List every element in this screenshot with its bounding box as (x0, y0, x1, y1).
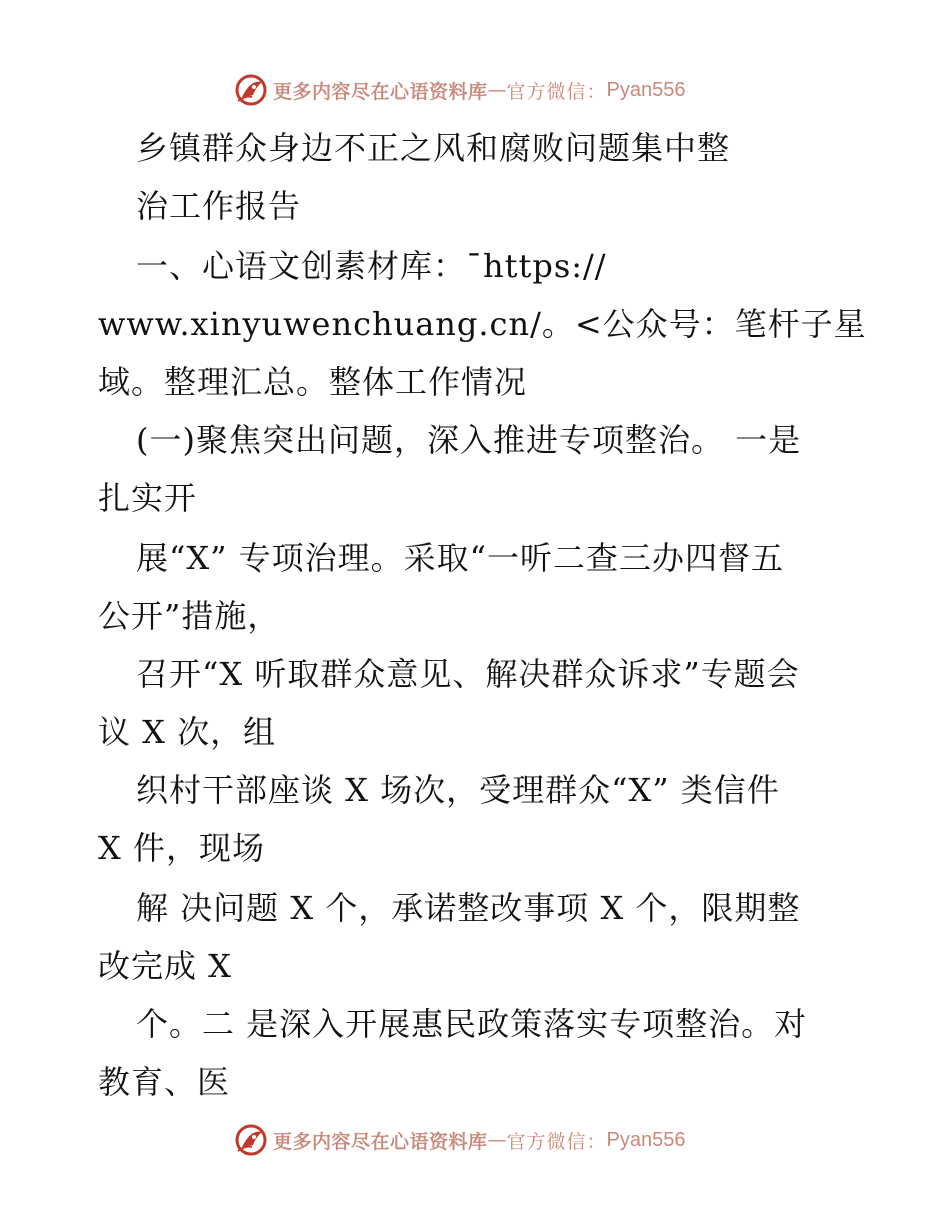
watermark-wechat-id: Pyan556 (606, 78, 686, 101)
paragraph-line: X 件，现场 (98, 829, 265, 867)
header-watermark (234, 73, 686, 107)
watermark-main-text: 更多内容尽在心语资料库 (273, 1130, 488, 1153)
watermark-dash: — (487, 79, 507, 101)
paragraph-line: 改完成 X (98, 947, 232, 985)
paragraph-line: 个。二 是深入开展惠民政策落实专项整治。对 (136, 1005, 808, 1043)
watermark-main-text: 更多内容尽在心语资料库 (273, 80, 488, 103)
paragraph-line: 召开“X 听取群众意见、解决群众诉求”专题会 (136, 655, 800, 693)
paragraph-line: 解 决问题 X 个，承诺整改事项 X 个，限期整 (136, 889, 801, 927)
pen-nib-logo-icon (234, 1123, 268, 1157)
paragraph-line: 议 X 次，组 (98, 713, 277, 751)
watermark-wechat-label: 官方微信： (506, 80, 607, 103)
title-line-1: 乡镇群众身边不正之风和腐败问题集中整 (136, 129, 731, 167)
watermark-wechat-label: 官方微信： (506, 1130, 607, 1153)
paragraph-line: 公开”措施， (98, 597, 281, 635)
paragraph-line: (一)聚焦突出问题，深入推进专项整治。 一是 (136, 421, 802, 459)
pen-nib-logo-icon (234, 73, 268, 107)
footer-watermark (234, 1123, 686, 1157)
watermark-dash: — (487, 1129, 507, 1151)
paragraph-line: 展“X” 专项治理。采取“一听二查三办四督五 (136, 539, 785, 577)
paragraph-line: 织村干部座谈 X 场次，受理群众“X” 类信件 (136, 771, 780, 809)
section-heading-line-1: 一、心语文创素材库：¯https:// (136, 247, 607, 285)
paragraph-line: 扎实开 (98, 479, 198, 517)
section-heading-line-3: 域。整理汇总。整体工作情况 (98, 363, 528, 401)
title-line-2: 治工作报告 (136, 187, 302, 225)
section-heading-line-2: www.xinyuwenchuang.cn/。<公众号：笔杆子星 (98, 305, 867, 343)
paragraph-line: 教育、医 (98, 1063, 231, 1101)
watermark-wechat-id: Pyan556 (606, 1128, 686, 1151)
